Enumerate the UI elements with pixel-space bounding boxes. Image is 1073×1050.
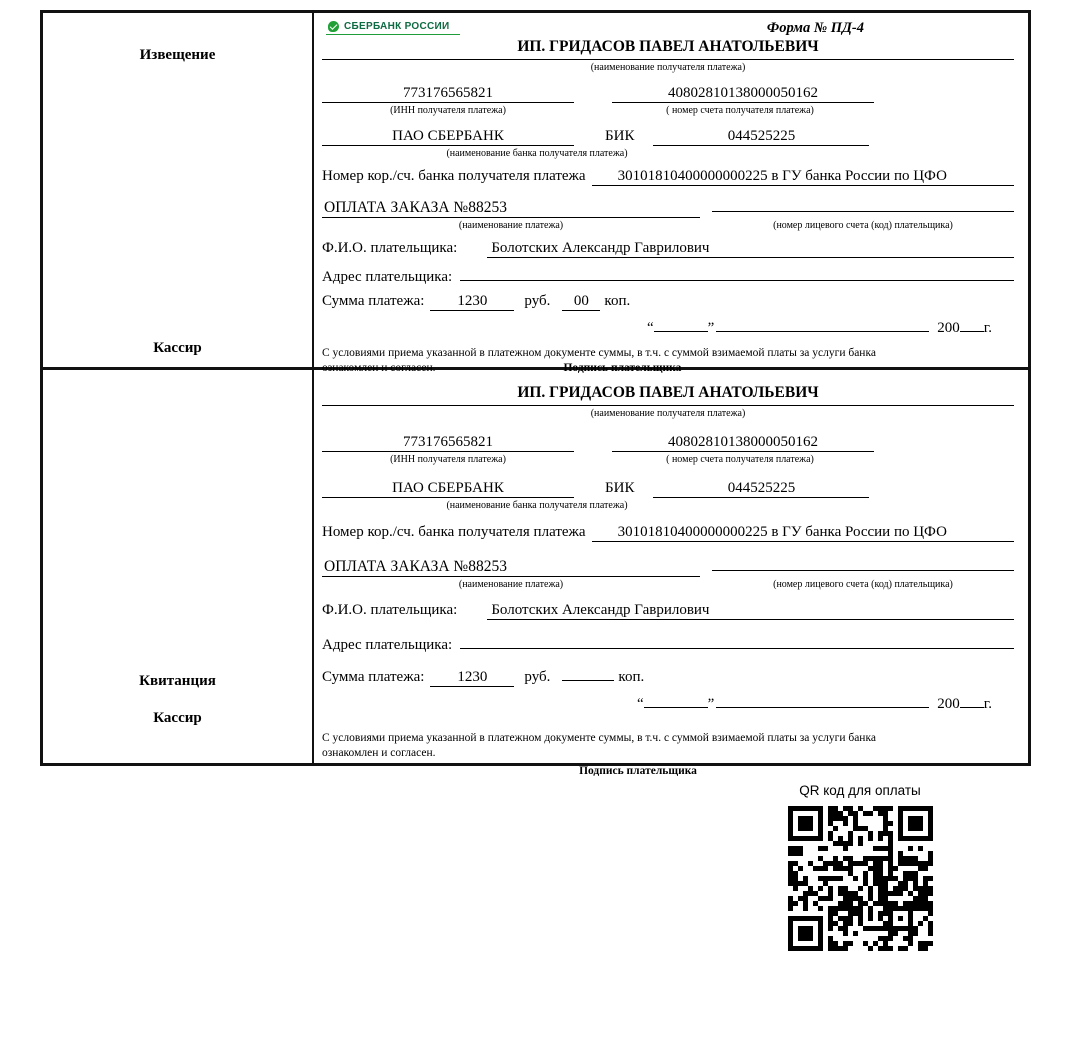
account-caption: ( номер счета получателя платежа) [666,454,814,465]
address-blank-line [460,265,1014,281]
qr-code [788,806,933,951]
date-year-blank [960,695,984,708]
notice-left-column [43,13,314,367]
recipient-caption: (наименование получателя платежа) [590,62,746,73]
payer-fio-value: Болотских Александр Гаврилович [487,240,1014,258]
corr-account-row [322,524,1014,542]
account-value: 40802810138000050162 [612,434,874,452]
bank-row [322,128,1014,146]
date-line [322,319,1014,337]
payment-captions [322,218,1014,231]
notice-label: Извещение [139,47,216,63]
inn-account-captions [322,103,1014,116]
payment-form-pd4 [40,10,1031,777]
corr-account-label: Номер кор./сч. банка получателя платежа [322,168,586,184]
sum-kop-value: 00 [562,293,600,311]
recipient-caption: (наименование получателя платежа) [590,408,746,419]
inn-account-row [322,85,1014,103]
payment-purpose: ОПЛАТА ЗАКАЗА №88253 [322,199,700,218]
date-open-quote: “ [646,320,654,336]
sum-rub-value: 1230 [430,669,514,687]
bik-value: 044525225 [653,128,869,146]
payer-fio-row [322,240,1014,258]
date-month-blank [716,319,929,332]
bank-name: ПАО СБЕРБАНК [322,128,574,146]
payment-purpose: ОПЛАТА ЗАКАЗА №88253 [322,558,700,577]
payment-captions [322,577,1014,590]
personal-account-blank-line [712,554,1014,571]
account-value: 40802810138000050162 [612,85,874,103]
address-blank-line [460,633,1014,649]
sberbank-logo-text: СБЕРБАНК РОССИИ [344,21,450,32]
payer-fio-row [322,602,1014,620]
payer-fio-label: Ф.И.О. плательщика: [322,240,458,256]
personal-account-blank-line [712,195,1014,212]
payment-caption: (наименование платежа) [458,220,564,231]
date-year: 200 г. [937,320,992,336]
inn-value: 773176565821 [322,434,574,452]
date-close-quote: ” [707,320,715,336]
cashier-label: Кассир [153,710,202,726]
notice-header-row [322,18,1014,37]
payment-sum-row [322,664,1014,687]
rub-label: руб. [524,293,551,309]
receipt-form-body [314,370,1028,777]
account-caption: ( номер счета получателя платежа) [666,105,814,116]
form-number: Форма № ПД-4 [766,20,864,36]
payer-address-row [322,265,1014,286]
sum-label: Сумма платежа: [322,669,425,685]
receipt-left-column [43,370,314,763]
date-year: 200 г. [937,696,992,712]
payer-fio-label: Ф.И.О. плательщика: [322,602,458,618]
payment-purpose-row [322,554,1014,577]
personal-account-caption: (номер лицевого счета (код) плательщика) [773,579,953,590]
bik-value: 044525225 [653,480,869,498]
bik-label: БИК [605,128,635,144]
qr-caption: QR код для оплаты [799,783,921,798]
signature-label: Подпись плательщика [579,764,697,777]
notice-section [43,13,1028,374]
sum-label: Сумма платежа: [322,293,425,309]
date-open-quote: “ [636,696,644,712]
sum-kop-value [562,664,614,681]
bank-row [322,480,1014,498]
payment-purpose-row [322,195,1014,218]
kop-label: коп. [604,293,631,309]
corr-account-value: 30101810400000000225 в ГУ банка России по ЦФО [592,168,1014,186]
sum-rub-value: 1230 [430,293,514,311]
corr-account-label: Номер кор./сч. банка получателя платежа [322,524,586,540]
payment-caption: (наименование платежа) [458,579,564,590]
recipient-name: ИП. ГРИДАСОВ ПАВЕЛ АНАТОЛЬЕВИЧ [322,384,1014,406]
payer-address-row [322,633,1014,654]
date-line [322,695,1014,713]
date-close-quote: ” [707,696,715,712]
inn-caption: (ИНН получателя платежа) [390,105,506,116]
rub-label: руб. [524,669,551,685]
receipt-label: Квитанция [139,673,216,689]
bik-label: БИК [605,480,635,496]
signature-label: Подпись плательщика [563,361,682,374]
date-month-blank [716,695,929,708]
payment-sum-row [322,293,1014,311]
corr-account-row [322,168,1014,186]
inn-account-captions [322,452,1014,465]
kop-label: коп. [618,669,645,685]
payer-fio-value: Болотских Александр Гаврилович [487,602,1014,620]
sberbank-logo-icon [328,21,339,32]
bank-caption: (наименование банка получателя платежа) [446,148,628,159]
corr-account-value: 30101810400000000225 в ГУ банка России по ЦФО [592,524,1014,542]
qr-block [783,783,937,956]
inn-caption: (ИНН получателя платежа) [390,454,506,465]
inn-value: 773176565821 [322,85,574,103]
recipient-name: ИП. ГРИДАСОВ ПАВЕЛ АНАТОЛЬЕВИЧ [322,38,1014,60]
bank-caption: (наименование банка получателя платежа) [446,500,628,511]
sberbank-logo [326,20,460,35]
payer-address-label: Адрес плательщика: [322,269,453,285]
bank-name: ПАО СБЕРБАНК [322,480,574,498]
agreement-text: С условиями приема указанной в платежном документе суммы, в т.ч. с суммой взимаемой платы за услуги банка ознакомлен и согласен. [322,732,876,759]
date-day-blank [644,695,708,708]
agreement-text: С условиями приема указанной в платежном документе суммы, в т.ч. с суммой взимаемой платы за услуги банка ознакомлен и согласен. Подпись плательщика [322,347,876,374]
cashier-label: Кассир [153,340,202,356]
notice-form-body [314,13,1028,374]
receipt-section [43,370,1028,777]
date-day-blank [654,319,708,332]
inn-account-row [322,434,1014,452]
date-year-blank [960,319,984,332]
personal-account-caption: (номер лицевого счета (код) плательщика) [773,220,953,231]
payer-address-label: Адрес плательщика: [322,637,453,653]
